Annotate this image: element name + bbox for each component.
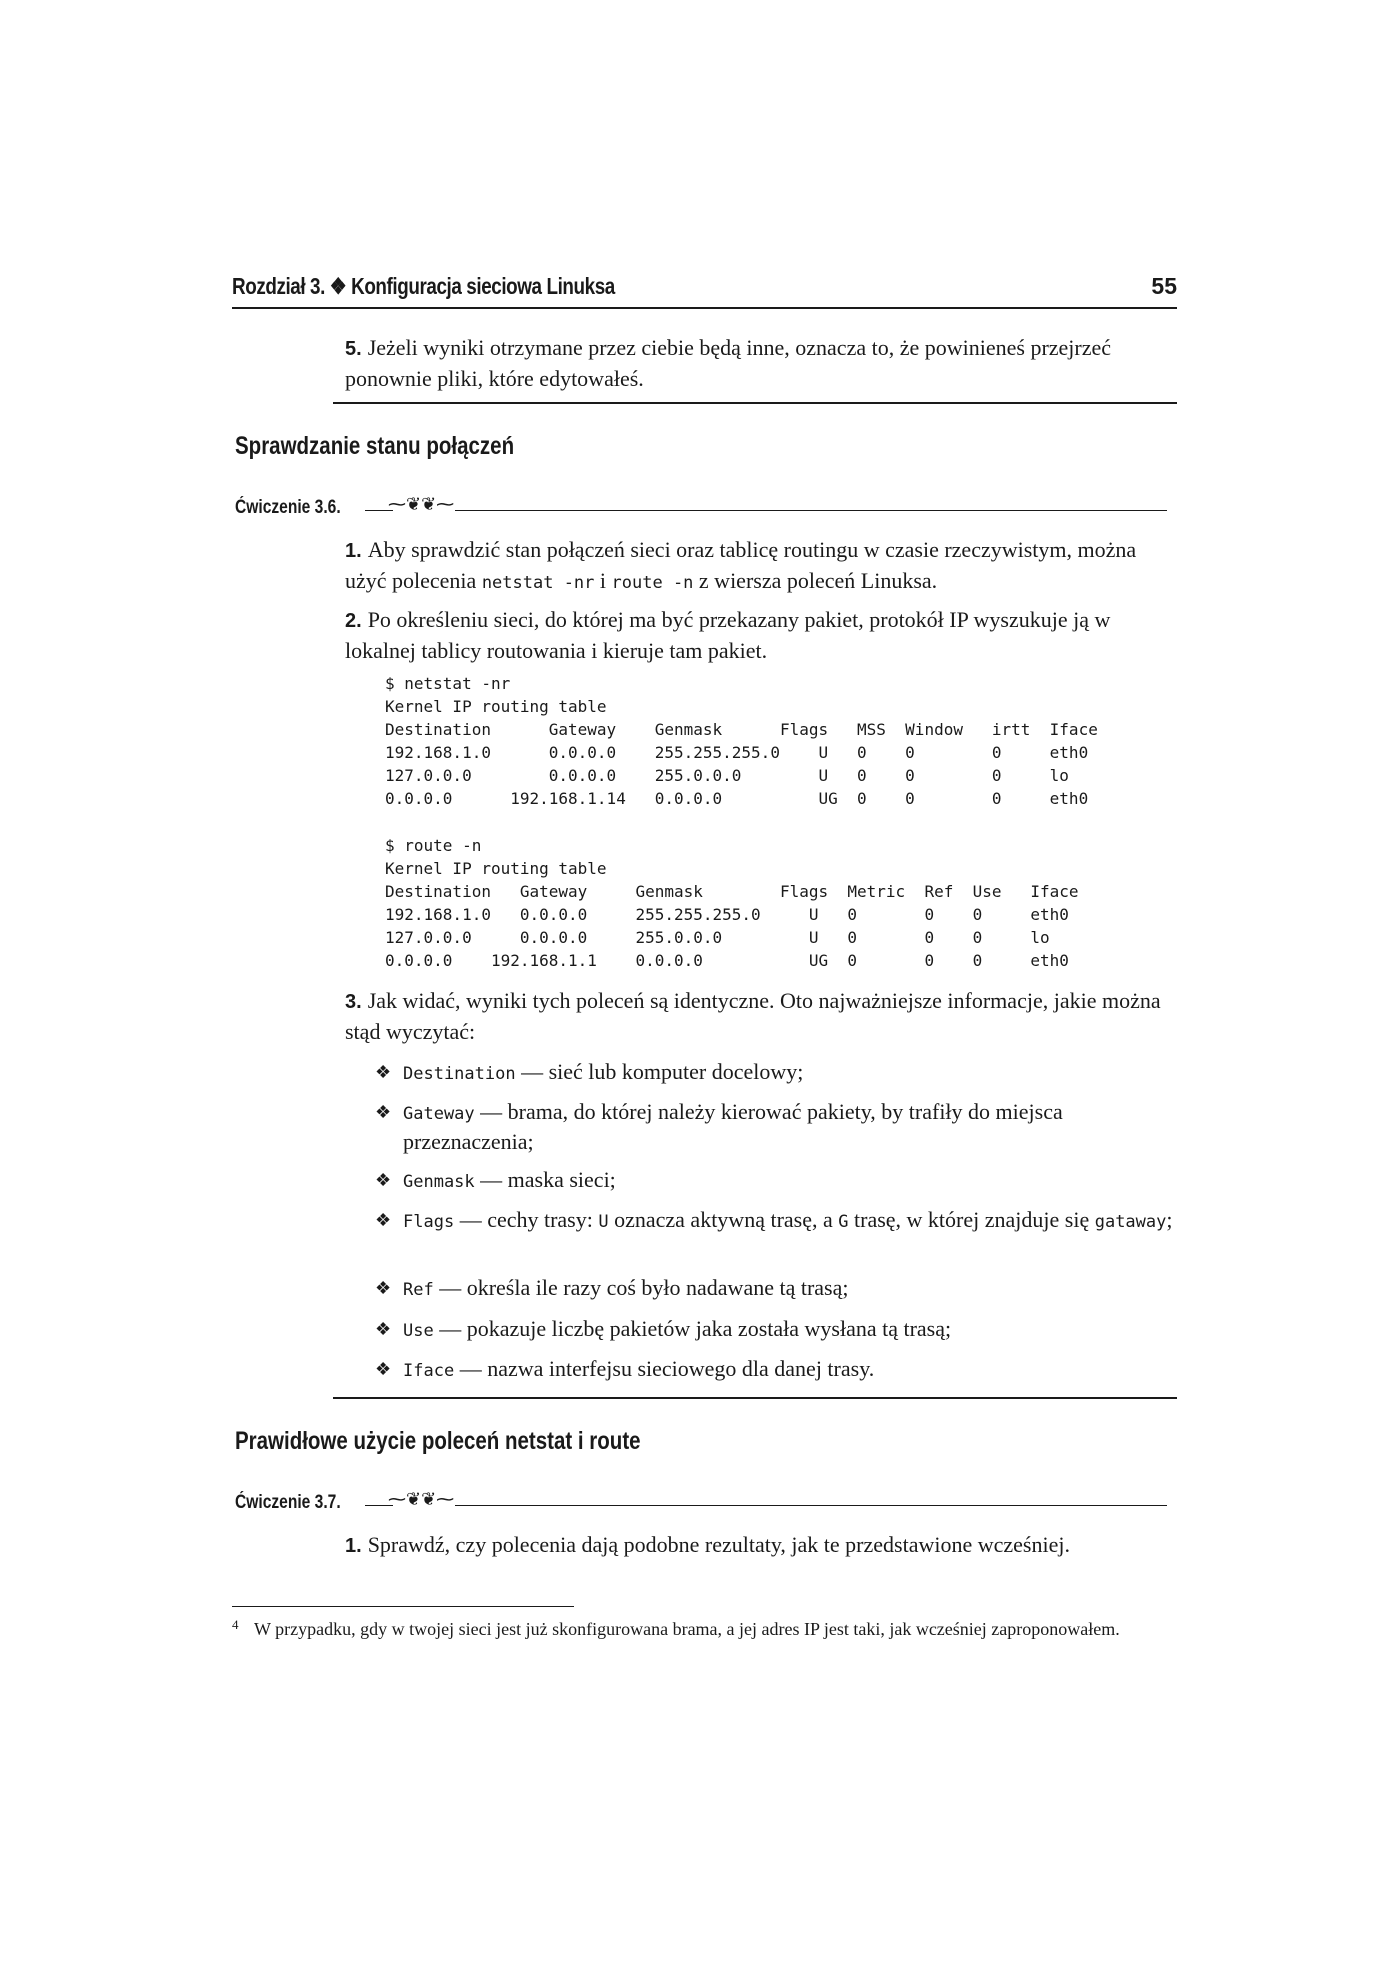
bullet-icon: ❖ (375, 1102, 392, 1122)
exercise-rule-left (365, 1505, 393, 1506)
exercise-label: Ćwiczenie 3.6. (235, 497, 341, 518)
step-3 (345, 986, 1175, 1047)
list-item-text: — pokazuje liczbę pakietów jaka została wysłana tą trasą; (433, 1316, 952, 1341)
chapter-title: Rozdział 3. ❖ Konfiguracja sieciowa Linuksa (232, 273, 615, 299)
step-number: 5. (345, 338, 362, 360)
page-number: 55 (1151, 273, 1177, 299)
list-item (375, 1166, 1175, 1196)
list-item-text: — sieć lub komputer docelowy; (515, 1059, 804, 1084)
ornament-icon: ⁓❦❦⁓ (388, 494, 455, 514)
section-divider (333, 1397, 1177, 1399)
inline-code: Destination (403, 1064, 516, 1084)
section-title: Prawidłowe użycie poleceń netstat i route (235, 1427, 641, 1455)
step-2 (345, 605, 1175, 666)
step-number: 2. (345, 610, 362, 632)
inline-code: Ref (403, 1280, 434, 1300)
intro-step (345, 333, 1175, 394)
list-item-text: — cechy trasy: (454, 1207, 599, 1232)
list-item-text: ; (1166, 1207, 1173, 1232)
inline-code: Flags (403, 1212, 455, 1232)
step-text: Jak widać, wyniki tych poleceń są identyczne. Oto najważniejsze informacje, jakie można stąd wyczytać: (345, 988, 1161, 1044)
footnote (232, 1616, 1132, 1642)
bullet-icon: ❖ (375, 1319, 392, 1339)
list-item (375, 1058, 1175, 1088)
inline-code: netstat -nr (481, 573, 595, 593)
footnote-text: W przypadku, gdy w twojej sieci jest już skonfigurowana brama, a jej adres IP jest taki, jak wcześniej zaproponowałem. (254, 1619, 1120, 1639)
exercise-label: Ćwiczenie 3.7. (235, 1492, 341, 1513)
step-number: 1. (345, 540, 362, 562)
inline-code: gataway (1094, 1212, 1167, 1232)
list-item-text: oznacza aktywną trasę, a (608, 1207, 839, 1232)
step-1 (345, 535, 1175, 598)
bullet-icon: ❖ (375, 1062, 392, 1082)
list-item (375, 1098, 1175, 1156)
exercise-rule (455, 1505, 1167, 1506)
inline-code: U (598, 1212, 609, 1232)
footnote-mark: 4 (232, 1617, 239, 1632)
list-item-text: — brama, do której należy kierować pakiety, by trafiły do miejsca przeznaczenia; (403, 1099, 1063, 1154)
bullet-icon: ❖ (375, 1359, 392, 1379)
step-1 (345, 1530, 1175, 1561)
list-item-text: — określa ile razy coś było nadawane tą trasą; (433, 1275, 849, 1300)
inline-code: Gateway (403, 1104, 475, 1124)
inline-code: Use (403, 1321, 434, 1341)
inline-code: Iface (403, 1361, 455, 1381)
bullet-icon: ❖ (375, 1278, 392, 1298)
route-output: $ route -n Kernel IP routing table Destination Gateway Genmask Flags Metric Ref Use Iface 192.168.1.0 0.0.0.0 255.255.255.0 U 0 0 0 eth0 127.0.0.0 0.0.0.0 255.0.0.0 U 0 0 0 lo 0.0.0.0 192.168.1.1 0.0.0.0 UG 0 0 0 eth0 (385, 836, 1079, 970)
step-text: Sprawdź, czy polecenia dają podobne rezultaty, jak te przedstawione wcześniej. (367, 1532, 1070, 1557)
step-text: z wiersza poleceń Linuksa. (693, 568, 938, 593)
running-header (232, 271, 1177, 309)
step-number: 1. (345, 1535, 362, 1557)
ornament-icon: ⁓❦❦⁓ (388, 1489, 455, 1509)
inline-code: route -n (611, 573, 694, 593)
list-item (375, 1355, 1175, 1385)
bullet-icon: ❖ (375, 1170, 392, 1190)
list-item-text: — maska sieci; (474, 1167, 616, 1192)
list-item-text: trasę, w której znajduje się (848, 1207, 1095, 1232)
exercise-rule-left (365, 510, 393, 511)
list-item (375, 1206, 1175, 1236)
bullet-icon: ❖ (375, 1210, 392, 1230)
step-text: Aby sprawdzić stan połączeń sieci oraz tablicę routingu w czasie rzeczywistym, można użyć polecenia (345, 537, 1137, 593)
step-text: Po określeniu sieci, do której ma być przekazany pakiet, protokół IP wyszukuje ją w lokalnej tablicy routowania i kieruje tam pakiet. (345, 607, 1111, 663)
list-item-text: — nazwa interfejsu sieciowego dla danej trasy. (454, 1356, 875, 1381)
inline-code: G (838, 1212, 849, 1232)
inline-code: Genmask (403, 1172, 475, 1192)
step-number: 3. (345, 991, 362, 1013)
step-text: i (594, 568, 612, 593)
list-item (375, 1274, 1175, 1304)
exercise-rule (455, 510, 1167, 511)
list-item (375, 1315, 1175, 1345)
section-title: Sprawdzanie stanu połączeń (235, 432, 515, 460)
footnote-rule (232, 1606, 574, 1607)
step-text: Jeżeli wyniki otrzymane przez ciebie będą inne, oznacza to, że powinieneś przejrzeć ponownie pliki, które edytowałeś. (345, 335, 1112, 391)
section-divider (333, 402, 1177, 404)
netstat-output: $ netstat -nr Kernel IP routing table Destination Gateway Genmask Flags MSS Window irtt Iface 192.168.1.0 0.0.0.0 255.255.255.0 U 0 0 0 eth0 127.0.0.0 0.0.0.0 255.0.0.0 U 0 0 0 lo 0.0.0.0 192.168.1.14 0.0.0.0 UG 0 0 0 eth0 (385, 674, 1098, 808)
